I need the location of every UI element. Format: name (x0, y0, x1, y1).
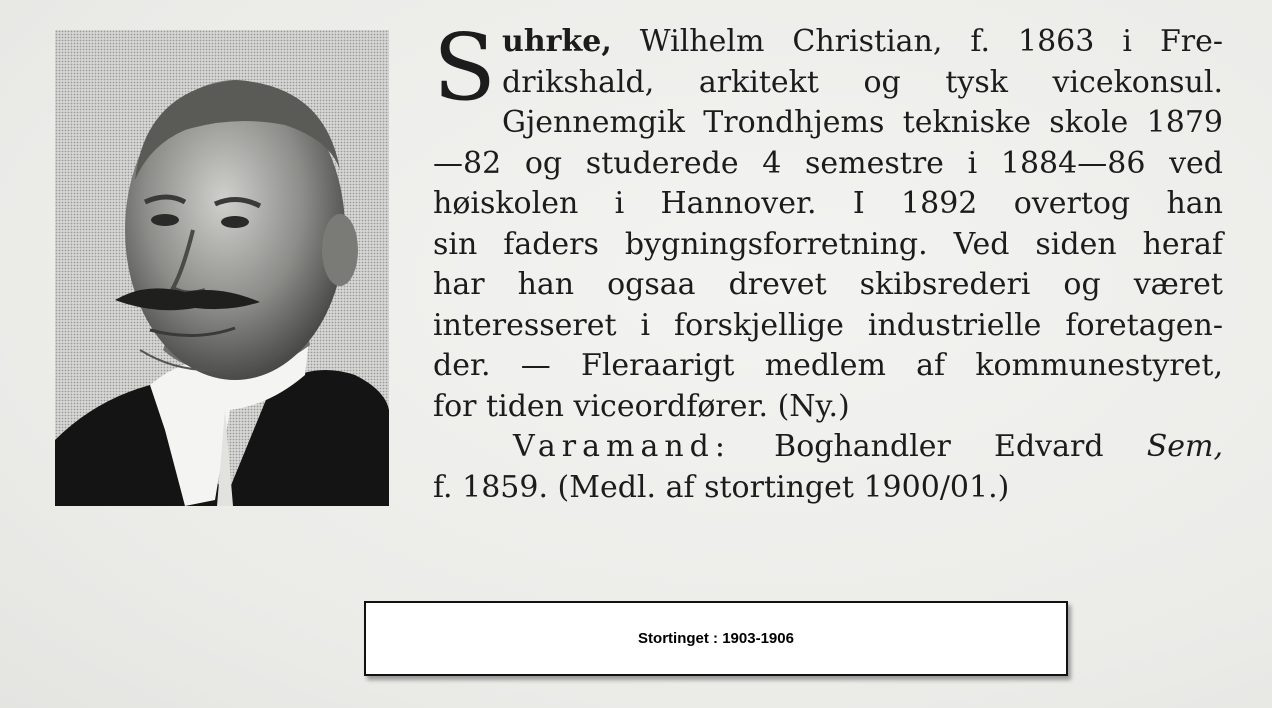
entry-line: Gjennemgik Trondhjems tekniske skole 1879 (502, 105, 1223, 140)
entry-line-1-text: Wilhelm Christian, f. 1863 i Fre- (611, 24, 1223, 59)
entry-headword: uhrke, (502, 24, 612, 59)
varamand-line (433, 427, 1223, 468)
entry-line: drikshald, arkitekt og tysk vicekonsul. (502, 64, 1223, 100)
caption-box (364, 601, 1068, 676)
varamand-text: Boghandler Edvard (774, 429, 1147, 464)
drop-cap: S (433, 14, 497, 121)
varamand-name: Sem, (1146, 429, 1223, 464)
biography-entry (433, 14, 1223, 508)
entry-line: høiskolen i Hannover. I 1892 overtog han (433, 186, 1223, 221)
caption-text: Stortinget : 1903-1906 (638, 630, 794, 647)
portrait-icon (55, 30, 389, 506)
entry-last-line: f. 1859. (Medl. af stortinget 1900/01.) (433, 469, 1010, 505)
entry-line: der. — Fleraarigt medlem af kommunestyret, (433, 348, 1223, 383)
entry-line: har han ogsaa drevet skibsrederi og været (433, 267, 1223, 302)
portrait-photo (55, 30, 389, 506)
entry-line: —82 og studerede 4 semestre i 1884—86 ved (433, 145, 1223, 181)
varamand-label: Varamand: (513, 429, 731, 464)
entry-line: interesseret i forskjellige industrielle foretagen- (433, 307, 1223, 343)
entry-line: sin faders bygningsforretning. Ved siden heraf (433, 226, 1223, 262)
entry-line: for tiden viceordfører. (Ny.) (433, 388, 850, 424)
